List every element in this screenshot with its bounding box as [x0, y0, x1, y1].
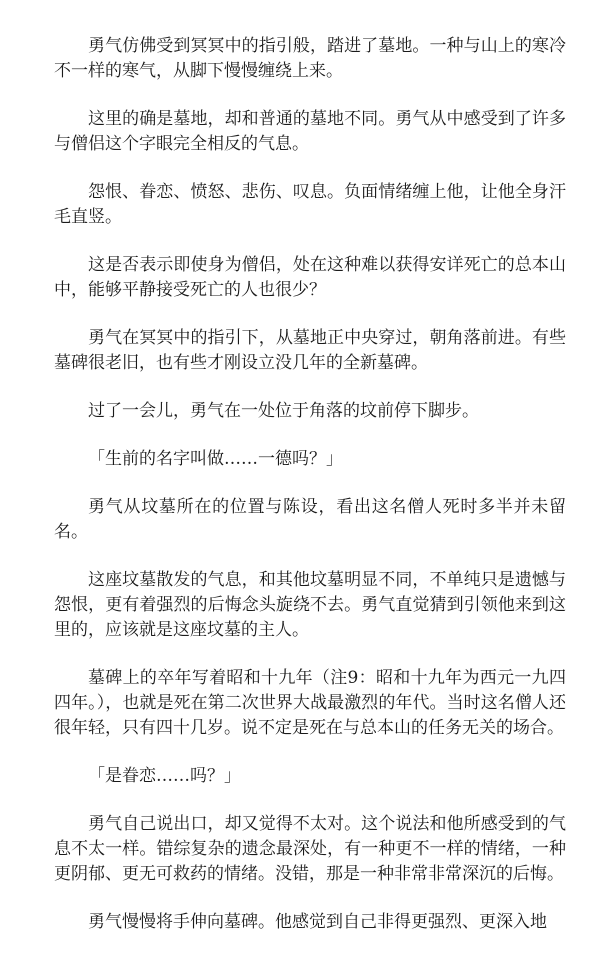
- paragraph-11-dialogue: 「是眷恋……吗？」: [88, 766, 241, 786]
- paragraph-5: 勇气在冥冥中的指引下，从墓地正中央穿过，朝角落前进。有些墓碑很老旧，也有些才刚设立没几年的全新墓碑。: [54, 328, 566, 373]
- document-page: [54, 34, 566, 958]
- paragraph-4: 这是否表示即使身为僧侣，处在这种难以获得安详死亡的总本山中，能够平静接受死亡的人也很少？: [54, 255, 566, 300]
- paragraph-9: 这座坟墓散发的气息，和其他坟墓明显不同，不单纯只是遗憾与怨恨，更有着强烈的后悔念头旋绕不去。勇气直觉猜到引领他来到这里的，应该就是这座坟墓的主人。: [54, 570, 566, 640]
- paragraph-2: 这里的确是墓地，却和普通的墓地不同。勇气从中感受到了许多与僧侣这个字眼完全相反的气息。: [54, 109, 566, 154]
- paragraph-7-dialogue: 「生前的名字叫做……一德吗？」: [88, 449, 343, 469]
- paragraph-12: 勇气自己说出口，却又觉得不太对。这个说法和他所感受到的气息不太一样。错综复杂的遗念最深处，有一种更不一样的情绪，一种更阴郁、更无可救药的情绪。没错，那是一种非常非常深沉的后悔。: [54, 814, 566, 884]
- paragraph-6: 过了一会儿，勇气在一处位于角落的坟前停下脚步。: [88, 401, 479, 421]
- paragraph-1: 勇气仿佛受到冥冥中的指引般，踏进了墓地。一种与山上的寒冷不一样的寒气，从脚下慢慢缠绕上来。: [54, 36, 566, 81]
- paragraph-8: 勇气从坟墓所在的位置与陈设，看出这名僧人死时多半并未留名。: [54, 497, 566, 542]
- paragraph-3: 怨恨、眷恋、愤怒、悲伤、叹息。负面情绪缠上他，让他全身汗毛直竖。: [54, 182, 566, 227]
- paragraph-13: 勇气慢慢将手伸向墓碑。他感觉到自己非得更强烈、更深入地: [88, 912, 547, 932]
- paragraph-10: 墓碑上的卒年写着昭和十九年（注9：昭和十九年为西元一九四四年。），也就是死在第二次世界大战最激烈的年代。当时这名僧人还很年轻，只有四十几岁。说不定是死在与总本山的任务无关的场合。: [54, 668, 566, 738]
